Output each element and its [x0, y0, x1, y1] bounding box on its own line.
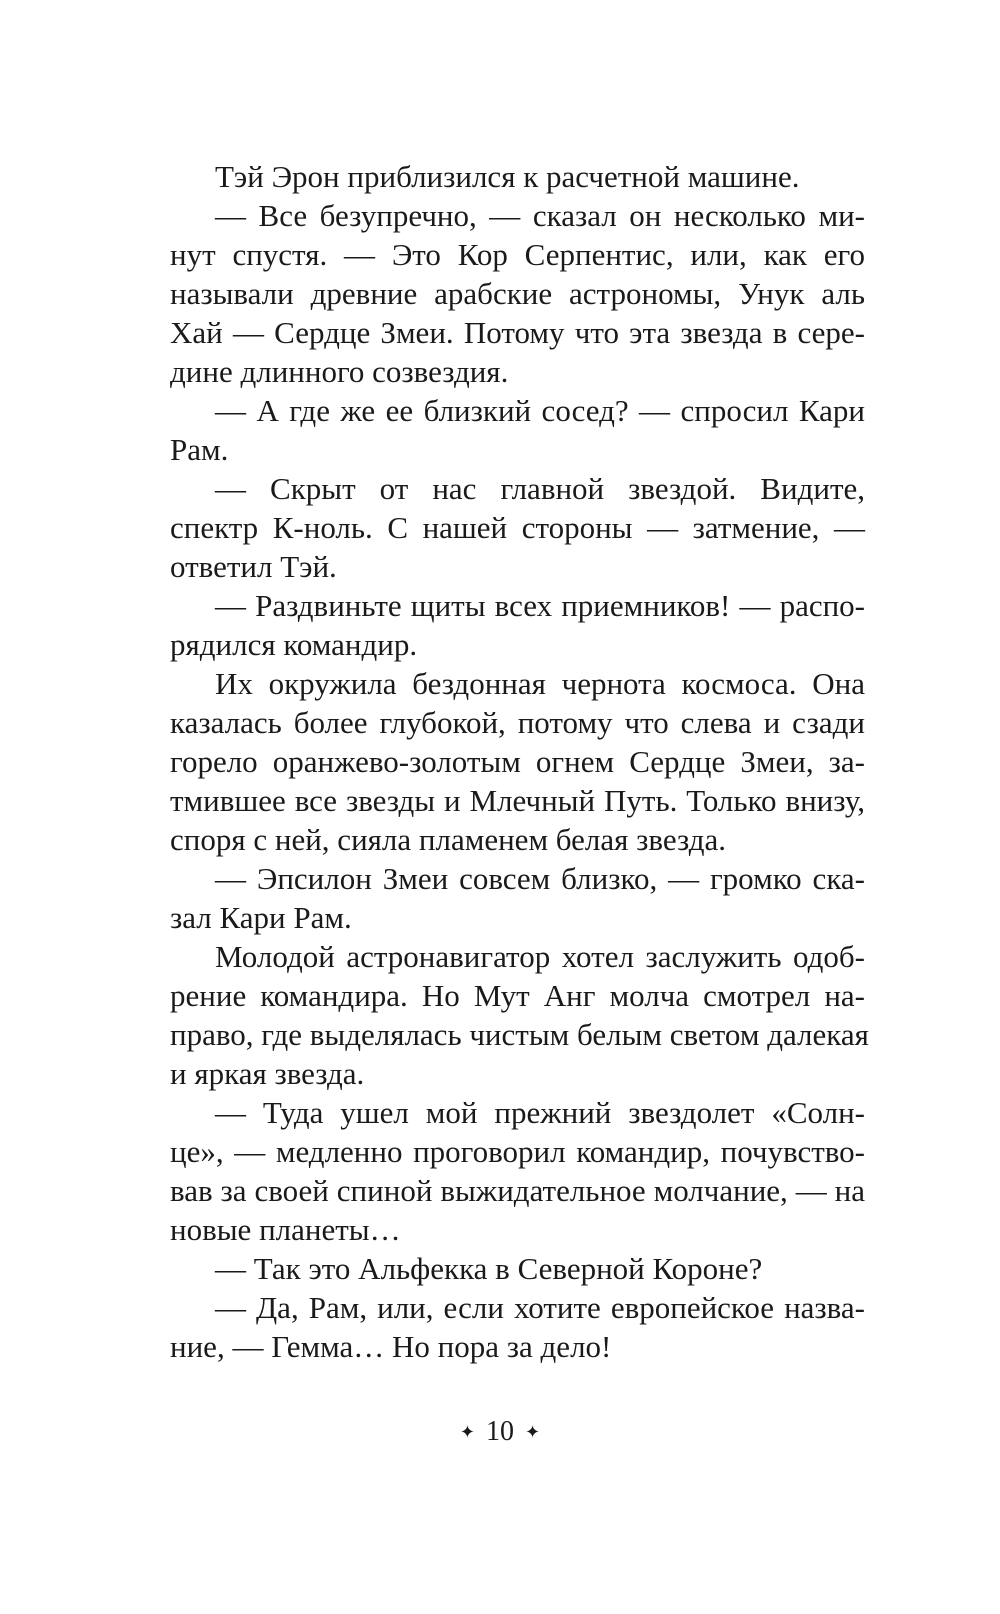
ornament-star-icon: ✦ [525, 1421, 541, 1442]
text-line: дине длинного созвездия. [170, 354, 509, 389]
text-line: — Раздвиньте щиты всех приемников! — распо- [215, 588, 865, 623]
page-number-footer [0, 1415, 1000, 1451]
ornament-star-icon: ✦ [459, 1421, 475, 1442]
text-line: — Эпсилон Змеи совсем близко, — громко ска- [215, 861, 865, 896]
text-line: рядился командир. [170, 627, 418, 662]
text-line: — А где же ее близкий сосед? — спросил Кари [215, 393, 865, 428]
text-line: споря с ней, сияла пламенем белая звезда. [170, 822, 726, 857]
text-line: спектр К-ноль. С нашей стороны — затмение, — [170, 510, 865, 545]
page-number: 10 [486, 1416, 514, 1447]
text-line: Молодой астронавигатор хотел заслужить одоб- [215, 939, 865, 974]
text-line: Рам. [170, 432, 229, 467]
text-line: вав за своей спиной выжидательное молчание, — на [170, 1173, 865, 1208]
text-line: — Так это Альфекка в Северной Короне? [215, 1251, 763, 1286]
text-line: Тэй Эрон приблизился к расчетной машине. [215, 159, 800, 194]
text-line: — Туда ушел мой прежний звездолет «Солн- [215, 1095, 865, 1130]
text-line: и яркая звезда. [170, 1056, 365, 1091]
text-line: право, где выделялась чистым белым светом далекая [170, 1017, 869, 1052]
text-line: Их окружила бездонная чернота космоса. Она [215, 666, 865, 701]
text-line: тмившее все звезды и Млечный Путь. Только внизу, [170, 783, 865, 818]
text-line: зал Кари Рам. [170, 900, 352, 935]
text-line: Хай — Сердце Змеи. Потому что эта звезда в сере- [170, 315, 865, 350]
text-line: называли древние арабские астрономы, Унук аль [170, 276, 865, 311]
text-line: — Да, Рам, или, если хотите европейское назва- [215, 1290, 865, 1325]
text-line: ответил Тэй. [170, 549, 337, 584]
text-line: — Скрыт от нас главной звездой. Видите, [215, 471, 865, 506]
text-line: горело оранжево-золотым огнем Сердце Змеи, за- [170, 744, 865, 779]
text-line: — Все безупречно, — сказал он несколько ми- [215, 198, 865, 233]
text-line: новые планеты… [170, 1212, 401, 1247]
text-line: нут спустя. — Это Кор Серпентис, или, как его [170, 237, 865, 272]
text-line: рение командира. Но Мут Анг молча смотрел на- [170, 978, 865, 1013]
text-line: казалась более глубокой, потому что слева и сзади [170, 705, 865, 740]
text-line: це», — медленно проговорил командир, почувство- [170, 1134, 865, 1169]
text-line: ние, — Гемма… Но пора за дело! [170, 1329, 612, 1364]
book-page-text [170, 157, 869, 1366]
